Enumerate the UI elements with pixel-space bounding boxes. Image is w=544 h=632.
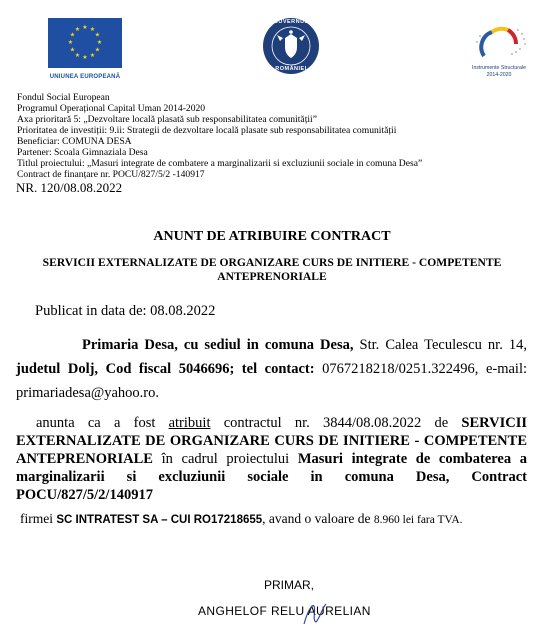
eu-flag-icon	[48, 18, 122, 68]
svg-text:★: ★	[67, 39, 74, 46]
meta-priority: Prioritatea de investiții: 9.ii: Strategii de dezvoltare locală plasate sub responsabilitatea comunității	[17, 125, 397, 136]
award-line-2: EXTERNALIZATE DE ORGANIZARE CURS DE INITIERE - COMPETENTE	[16, 433, 527, 449]
winner-prefix: firmei	[20, 511, 53, 526]
eu-label: UNIUNEA EUROPEANĂ	[49, 74, 121, 80]
signature-name: ANGHELOF RELU AURELIAN	[198, 604, 371, 618]
eu-logo	[48, 18, 122, 78]
meta-partner: Partener: Scoala Gimnaziala Desa	[17, 147, 148, 158]
meta-program: Programul Operațional Capital Uman 2014-2020	[17, 103, 206, 114]
award-project-name-start: Masuri integrate de combaterea a	[297, 451, 527, 467]
issuer-name: Primaria Desa, cu sediul in comuna Desa,	[82, 337, 354, 353]
is-label-1: Instrumente Structurale	[472, 65, 526, 71]
meta-project-title: Titlul proiectului: „Masuri integrate de combatere a marginalizarii si excluziunii sociale in comuna Desa”	[17, 158, 423, 169]
svg-text:★: ★	[89, 26, 96, 33]
svg-text:★: ★	[89, 52, 96, 59]
award-service-start: SERVICII	[461, 415, 527, 431]
award-line-5: POCU/827/5/2/140917	[16, 487, 153, 503]
award-line-3	[16, 450, 527, 468]
signature-role: PRIMAR,	[264, 578, 315, 592]
announcement-line-1	[82, 336, 527, 354]
structural-instruments-icon	[468, 22, 530, 60]
handwritten-signature-icon	[300, 600, 330, 626]
meta-axis: Axa prioritară 5: „Dezvoltare locală plasată sub responsabilitatea comunității”	[17, 114, 317, 125]
meta-contract: Contract de finanțare nr. POCU/827/5/2 -140917	[17, 169, 205, 180]
winner-line	[20, 511, 463, 527]
award-word-atribuit: atribuit	[168, 415, 211, 431]
gov-text-top: GUVERNUL	[273, 19, 309, 25]
issuer-address: Str. Calea Teculescu nr. 14,	[359, 337, 528, 353]
winner-value: 8.960 lei fara TVA.	[373, 514, 463, 526]
meta-fund: Fondul Social European	[17, 92, 110, 103]
meta-beneficiary: Beneficiar: COMUNA DESA	[17, 136, 132, 147]
document-number: NR. 120/08.08.2022	[16, 180, 123, 195]
award-line-1	[36, 414, 527, 432]
announcement-line-2	[16, 360, 527, 378]
government-logo	[262, 17, 320, 75]
svg-text:★: ★	[82, 54, 88, 61]
is-label-2: 2014-2020	[486, 72, 512, 78]
svg-text:★: ★	[69, 46, 76, 54]
winner-value-label: , avand o valoare de	[262, 511, 371, 526]
award-service-end: ANTEPRENORIALE	[16, 451, 153, 467]
document-title: ANUNT DE ATRIBUIRE CONTRACT	[153, 229, 391, 244]
instrumente-structurale-logo	[468, 22, 530, 78]
award-text-a: anunta ca a fost	[36, 415, 156, 431]
winner-company: SC INTRATEST SA – CUI RO17218655	[56, 514, 263, 526]
issuer-fiscal: judetul Dolj, Cod fiscal 5046696; tel contact:	[16, 361, 315, 377]
document-subtitle-line1: SERVICII EXTERNALIZATE DE ORGANIZARE CURS DE INITIERE - COMPETENTE	[42, 256, 502, 269]
gov-text-bottom: ROMÂNIEI	[275, 66, 307, 72]
award-project-label: în cadrul proiectului	[161, 451, 290, 467]
svg-text:★: ★	[82, 24, 88, 31]
publication-date: Publicat in data de: 08.08.2022	[35, 303, 216, 319]
issuer-email: primariadesa@yahoo.ro.	[16, 385, 159, 401]
svg-text:★: ★	[94, 31, 101, 39]
svg-text:★: ★	[74, 26, 81, 33]
issuer-phone: 0767218218/0251.322496, e-mail:	[322, 361, 528, 377]
svg-text:★: ★	[69, 31, 76, 39]
svg-text:★: ★	[94, 46, 101, 54]
award-line-4: marginalizarii si excluziunii sociale in comuna Desa, Contract	[16, 469, 527, 485]
document-subtitle-line2: ANTEPRENORIALE	[217, 270, 327, 283]
award-contract-number: contractul nr. 3844/08.08.2022 de	[223, 415, 449, 431]
svg-text:★: ★	[96, 39, 103, 46]
svg-text:★: ★	[74, 52, 81, 59]
